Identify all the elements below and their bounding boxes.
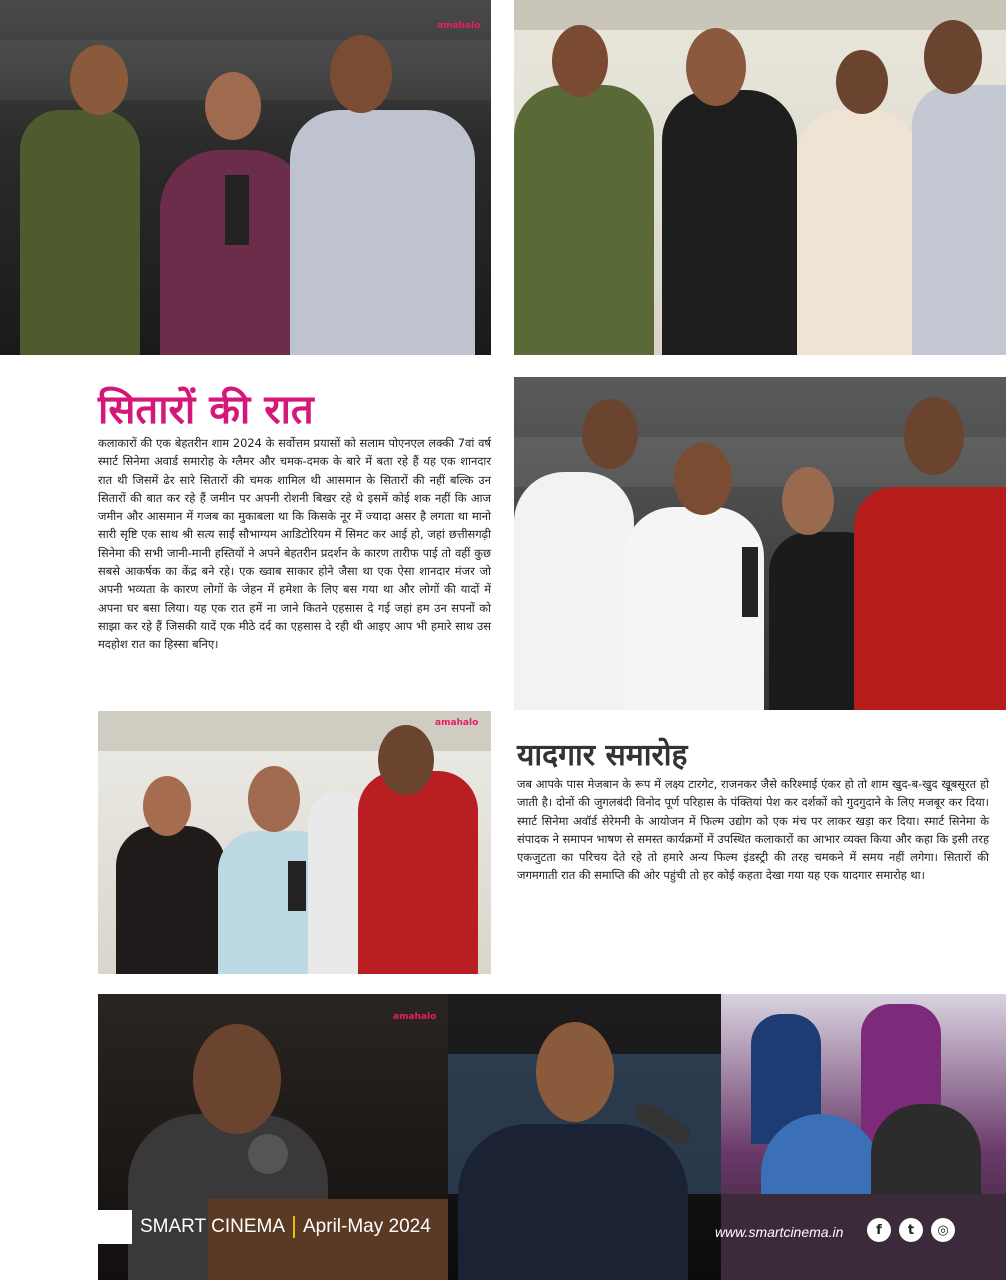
footer-separator bbox=[293, 1216, 295, 1238]
section-body-memorable-ceremony: जब आपके पास मेजबान के रूप में लक्ष्य टारगेट, राजनकर जैसे करिश्माई एंकर हो तो शाम खुद-ब-खुद खूबसूरत हो जाती है। दोनों की जुगलबंदी विनोद पूर्ण परिहास के पंक्तियां पेश कर दर्शकों को गुदगुदाने के लिए मजबूर कर दिया। स्मार्ट सिनेमा अवॉर्ड सेरेमनी के आयोजन में फिल्म उद्योग को एक मंच पर लाकर खड़ा कर दिया। स्मार्ट सिनेमा के संपादक ने समापन भाषण से समस्त कार्यक्रमों में उपस्थित कलाकारों का आभार व्यक्त किया और कहा कि इसी तरह एकजुटता का परिचय देते रहे तो हमारे अन्य फिल्म इंडस्ट्री की तरह चमकने में समय नहीं लगेगा। सितारों की जगमगाती रात की समाप्ति की ओर पहुंची तो हर कोई कहता देखा गया यह एक यादगार समारोह था। bbox=[517, 777, 989, 883]
instagram-icon[interactable]: ◎ bbox=[931, 1218, 955, 1242]
award-photo-3 bbox=[514, 377, 1006, 710]
brand-logo: amahalo bbox=[435, 718, 479, 728]
section-title-memorable-ceremony: यादगार समारोह bbox=[517, 738, 688, 773]
website-link[interactable]: www.smartcinema.in bbox=[715, 1224, 844, 1240]
issue-date: April-May 2024 bbox=[303, 1216, 431, 1237]
brand-logo: amahalo bbox=[393, 1012, 437, 1022]
award-photo-4 bbox=[98, 711, 491, 974]
section-body-nights-of-stars: कलाकारों की एक बेहतरीन शाम 2024 के सर्वोत्तम प्रयासों को सलाम पोएनएल लक्की 7वां वर्ष स्मार्ट सिनेमा अवार्ड समारोह के ग्लैमर और चमक-दमक के बारे में बता रहे हैं यह एक शानदार रात थी जिसमें ढेर सारे सितारों की चमक शामिल थी आसमान के सितारों की नहीं बल्कि उन सितारों की बात कर रहे हैं जमीन पर अपनी रोशनी बिखर रहे थे इसमें कोई शक नहीं कि आज जमीन और आसमान में गजब का मुकाबला था कि किसके नूर में ज्यादा असर है लगता था मानो सारी सृष्टि एक साथ श्री सत्य साईं सौभाग्यम आडिटोरियम में सिमट कर आई हो, जहां छत्तीसगढ़ी सिनेमा की सभी जानी-मानी हस्तियों ने अपने बेहतरीन प्रदर्शन के कारण तारीफ पाई तो वहीं कुछ सबसे आकर्षक का केंद्र बने रहे। एक ख्वाब साकार होने जैसा था एक ऐसा शानदार मंजर जो अपनी भव्यता के कारण लोगों के जेहन में हमेशा के लिए बस गया था और लोगों की यादों में अपना घर बसा लिया। यह एक रात हमें ना जाने कितने एहसास दे गई जहां हम उन सपनों को साझा कर रहे हैं जिसकी यादें एक मीठे दर्द का एहसास दे रही थी आइए आप भी हमारे साथ उस मदहोश रात का हिस्सा बनिए। bbox=[98, 436, 491, 652]
speaker-photo-2 bbox=[448, 994, 721, 1280]
footer-bar bbox=[98, 1205, 431, 1249]
magazine-name: SMART CINEMA bbox=[140, 1216, 285, 1237]
twitter-icon[interactable]: t bbox=[899, 1218, 923, 1242]
facebook-icon[interactable]: f bbox=[867, 1218, 891, 1242]
magazine-logo-square bbox=[98, 1210, 132, 1244]
award-photo-1 bbox=[0, 0, 491, 355]
section-title-nights-of-stars: सितारों की रात bbox=[98, 386, 314, 433]
award-photo-2 bbox=[514, 0, 1006, 355]
brand-logo: amahalo bbox=[437, 21, 481, 31]
